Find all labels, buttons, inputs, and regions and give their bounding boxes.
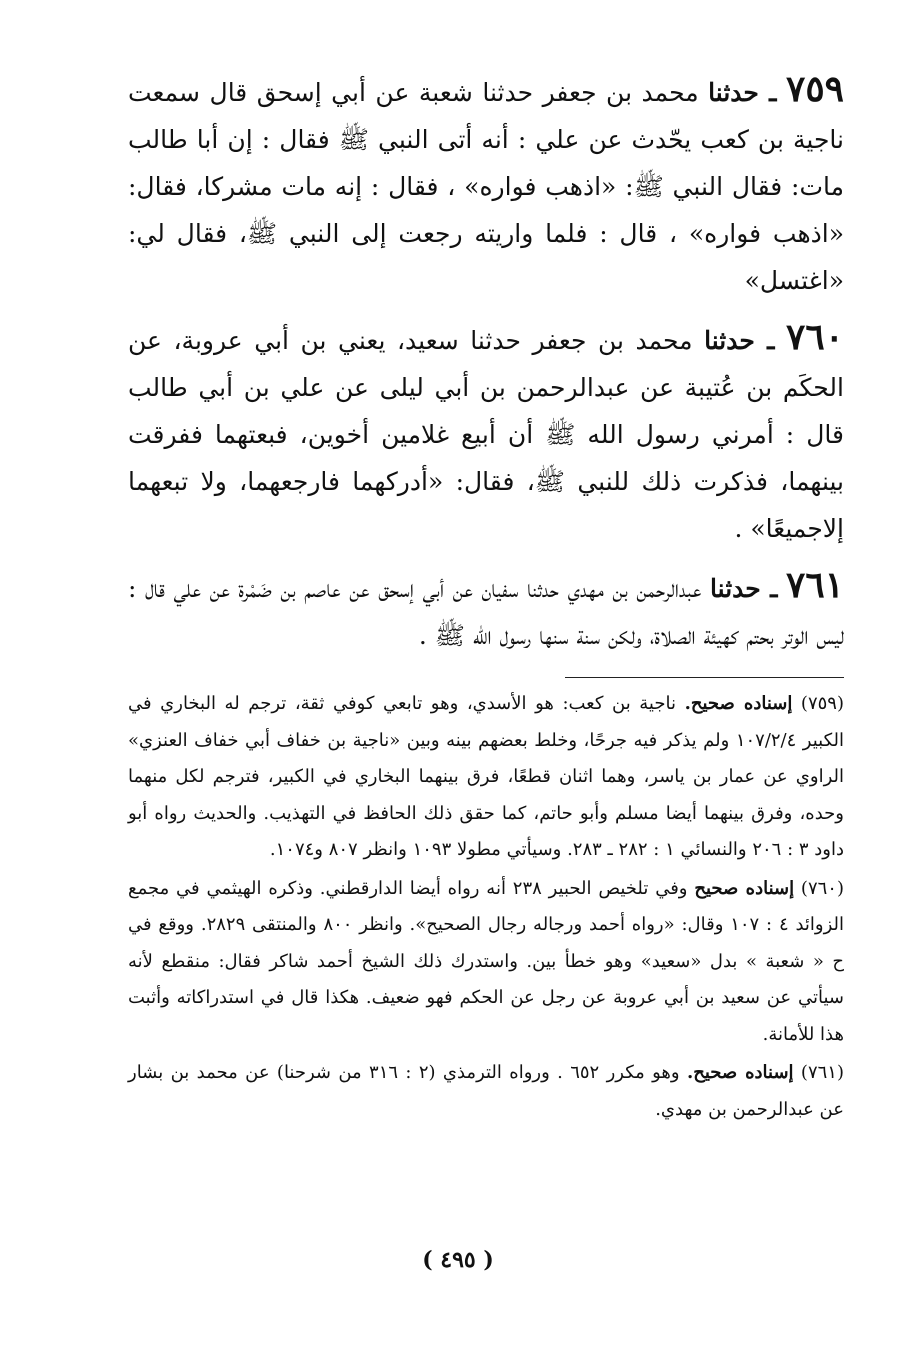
hadith-759: ٧٥٩ ـ حدثنا محمد بن جعفر حدثنا شعبة عن أبي إسحق قال سمعت ناجية بن كعب يحّدث عن علي : أنه أتى النبي ﷺ فقال : إن أبا طالب مات: فقال النبي ﷺ: «اذهب فواره» ، فقال : إنه مات مشركا، فقال: «اذهب فواره» ، قال : فلما واريته رجعت إلى النبي ﷺ، فقال لي: «اغتسل» — [128, 68, 844, 295]
hadith-761: ٧٦١ ـ حدثنا عبدالرحمن بن مهدي حدثنا سفيان عن أبي إسحق عن عاصم بن ضَمْرة عن علي قال : ليس الوتر بحتم كهيئة الصلاة، ولكن سنة سنها رسول الله ﷺ . — [128, 564, 844, 650]
hadith-number: ٧٥٩ — [785, 68, 844, 110]
hadith-lead: حدثنا — [710, 574, 761, 603]
hadith-text: محمد بن جعفر حدثنا سعيد، يعني بن أبي عروبة، عن الحكَم بن عُتيبة عن عبدالرحمن بن أبي ليلى عن علي بن أبي طالب قال : أمرني رسول الله ﷺ أن أبيع غلامين أخوين، فبعتهما ففرقت بينهما، فذكرت ذلك للنبي ﷺ، فقال: «أدركهما فارجعهما، ولا تبعهما إلاجميعًا» . — [128, 326, 844, 543]
hadith-number: ٧٦١ — [785, 564, 844, 606]
footnote-ref: (٧٦١) — [800, 1062, 844, 1083]
hadith-760: ٧٦٠ ـ حدثنا محمد بن جعفر حدثنا سعيد، يعني بن أبي عروبة، عن الحكَم بن عُتيبة عن عبدالرحمن بن أبي ليلى عن علي بن أبي طالب قال : أمرني رسول الله ﷺ أن أبيع غلامين أخوين، فبعتهما ففرقت بينهما، فذكرت ذلك للنبي ﷺ، فقال: «أدركهما فارجعهما، ولا تبعهما إلاجميعًا» . — [128, 316, 845, 543]
footnote-761 — [128, 1055, 844, 1128]
footnote-text: وفي تلخيص الحبير ٢٣٨ أنه رواه أيضا الدارقطني. وذكره الهيثمي في مجمع الزوائد ٤ : ١٠٧ وقال: «رواه أحمد ورجاله رجال الصحيح». وانظر ٨٠٠ والمنتقى ٢٨٢٩. ووقع في ح « شعبة » بدل «سعيد» وهو خطأ بين. واستدرك ذلك الشيخ أحمد شاكر فقال: منقطع لأنه سيأتي عن سعيد بن أبي عروبة عن رجل عن الحكم فهو ضعيف. هكذا قال في استدراكاته وأثبت هذا للأمانة. — [128, 877, 845, 1045]
footnote-759 — [128, 686, 844, 869]
footnote-divider — [565, 677, 844, 678]
footnote-760 — [128, 871, 844, 1054]
footnotes — [128, 686, 844, 1130]
hadith-number: ٧٦٠ — [786, 316, 845, 358]
hadith-lead: حدثنا — [704, 326, 755, 355]
page-number: ( ٤٩٥ ) — [422, 1247, 494, 1273]
footnote-label: إسناده صحيح — [694, 877, 795, 899]
footnote-ref: (٧٥٩) — [800, 693, 844, 714]
footnote-text: وهو مكرر ٦٥٢ . ورواه الترمذي (٢ : ٣١٦ من شرحنا) عن محمد بن بشار عن عبدالرحمن بن مهدي. — [128, 1062, 844, 1120]
footnote-ref: (٧٦٠) — [800, 877, 844, 899]
footnote-text: ناجية بن كعب: هو الأسدي، وهو تابعي كوفي ثقة، ترجم له البخاري في الكبير ١٠٧/٢/٤ ولم يذكر فيه جرحًا، وخلط بعضهم بينه وبين «ناجية بن خفاف أبي خفاف العنزي» الراوي عن عمار بن ياسر، وهما اثنان قطعًا، فرق بينهما البخاري في الكبير، فترجم لكل منهما وحده، وفرق بينهما أيضا مسلم وأبو حاتم، كما حقق ذلك الحافظ في التهذيب. والحديث رواه أبو داود ٣ : ٢٠٦ والنسائي ١ : ٢٨٢ ـ ٢٨٣. وسيأتي مطولا ١٠٩٣ وانظر ٨٠٧ و١٠٧٤. — [128, 693, 844, 860]
hadith-lead: حدثنا — [708, 78, 759, 107]
hadith-section — [128, 66, 844, 669]
footnote-label: إسناده صحيح. — [684, 693, 793, 714]
hadith-text: محمد بن جعفر حدثنا شعبة عن أبي إسحق قال سمعت ناجية بن كعب يحّدث عن علي : أنه أتى النبي ﷺ فقال : إن أبا طالب مات: فقال النبي ﷺ: «اذهب فواره» ، فقال : إنه مات مشركا، فقال: «اذهب فواره» ، قال : فلما واريته رجعت إلى النبي ﷺ، فقال لي: «اغتسل» — [128, 78, 844, 295]
hadith-text: عبدالرحمن بن مهدي حدثنا سفيان عن أبي إسحق عن عاصم بن ضَمْرة عن علي قال : ليس الوتر بحتم كهيئة الصلاة، ولكن سنة سنها رسول الله ﷺ . — [128, 574, 844, 650]
footnote-label: إسناده صحيح. — [686, 1062, 794, 1083]
